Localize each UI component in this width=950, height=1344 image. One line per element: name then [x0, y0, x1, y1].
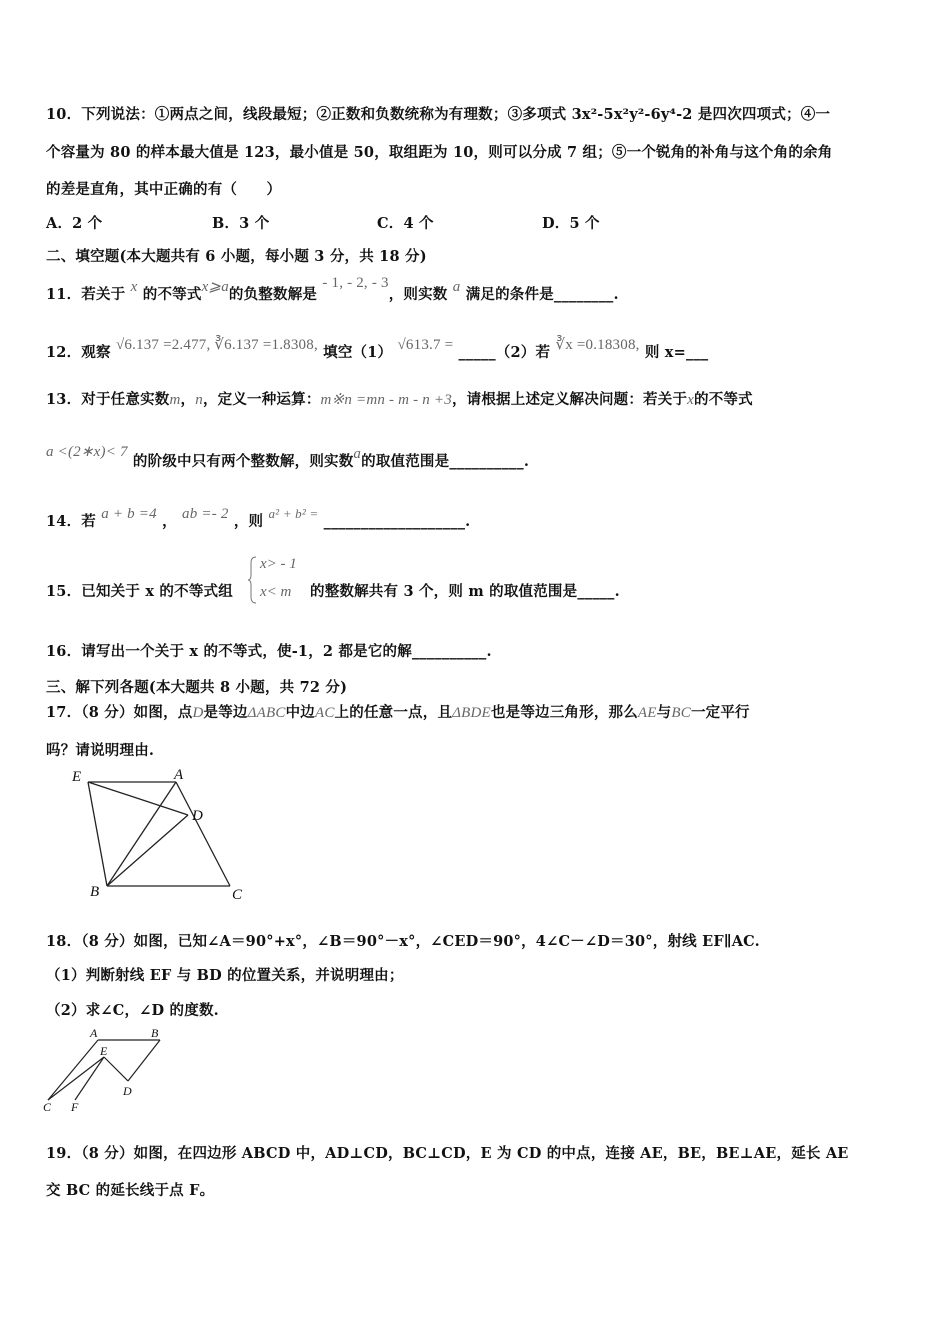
- q11-mid2: 的负整数解是: [228, 286, 318, 303]
- q10-line1: 10．下列说法：①两点之间，线段最短；②正数和负数统称为有理数；③多项式 3x²-5x²y²-6y⁴-2 是四次四项式；④一: [46, 106, 831, 123]
- q11-x: x: [130, 279, 138, 295]
- q12-suffix: 则 x=___: [644, 344, 709, 361]
- q19-line2: 交 BC 的延长线于点 F。: [46, 1182, 215, 1199]
- q15-system: [248, 555, 308, 605]
- q18-label-e: E: [100, 1044, 108, 1058]
- q14-expr1: a + b =4: [101, 506, 157, 522]
- q18-label-c: C: [43, 1100, 52, 1114]
- q13-line2-mid: 的阶级中只有两个整数解，则实数: [132, 453, 354, 470]
- q12-mid2: _____（2）若: [458, 344, 551, 361]
- q18-seg-db: [128, 1040, 160, 1081]
- q17-prefix: 17．（8 分）如图，点: [46, 704, 193, 721]
- q10-option-c: C．4 个: [377, 215, 434, 232]
- q14: [46, 506, 471, 531]
- q13-line1: [46, 388, 753, 409]
- q17-d: D: [192, 705, 204, 721]
- q17-mid4: 也是等边三角形，那么: [490, 704, 638, 721]
- q13-suffix: ，请根据上述定义解决问题：若关于: [451, 391, 688, 408]
- q18-line3: （2）求∠C，∠D 的度数.: [46, 1002, 219, 1019]
- q14-expr2: ab =- 2: [182, 506, 229, 522]
- q18-line2: （1）判断射线 EF 与 BD 的位置关系，并说明理由；: [46, 967, 404, 984]
- q13-inequality: a <(2∗x)< 7: [46, 444, 128, 460]
- q17-seg-ac: [176, 782, 230, 886]
- q17-line2: 吗？请说明理由.: [46, 742, 155, 759]
- q11-mid1: 的不等式: [142, 286, 202, 303]
- q17-figure: [66, 762, 256, 902]
- q17-mid2: 中边: [285, 704, 315, 721]
- q18-seg-ef: [75, 1057, 104, 1100]
- q15-row2: x< m: [260, 584, 292, 600]
- q13-n: n: [195, 392, 203, 408]
- q17-suffix: 一定平行: [690, 704, 750, 721]
- q17-tri2: ΔBDE: [452, 705, 491, 721]
- q10-option-b: B．3 个: [212, 215, 270, 232]
- q18-label-f: F: [71, 1100, 79, 1114]
- q18-line1: 18．（8 分）如图，已知∠A＝90°+x°，∠B＝90°－x°，∠CED＝90°，4∠C－∠D＝30°，射线 EF∥AC.: [46, 933, 760, 950]
- q15-row1: x> - 1: [260, 556, 297, 572]
- q13-comma: ，: [180, 391, 196, 408]
- q15-brace: [248, 557, 256, 603]
- section-3-heading: 三、解下列各题(本大题共 8 小题，共 72 分): [46, 679, 348, 696]
- q16: 16．请写出一个关于 x 的不等式，使-1，2 都是它的解__________.: [46, 643, 492, 660]
- q18-seg-ce: [48, 1057, 104, 1100]
- q13-mid: ，定义一种运算：: [202, 391, 321, 408]
- q13-a: a: [353, 446, 362, 462]
- q17-mid1: 是等边: [203, 704, 248, 721]
- q17-ae: AE: [637, 705, 657, 721]
- q18-label-b: B: [151, 1026, 159, 1040]
- q13-line2: [46, 444, 530, 471]
- q18-figure: [40, 1025, 170, 1117]
- q17-seg-be: [88, 782, 107, 886]
- q17-line1: [46, 701, 750, 722]
- q12-expr2: √613.7 =: [397, 337, 454, 353]
- q17-mid3: 上的任意一点，且: [334, 704, 453, 721]
- q12-expr3: ∛x =0.18308,: [555, 337, 640, 353]
- q11: [46, 275, 619, 304]
- q18-seg-ac: [48, 1040, 98, 1100]
- q11-mid3: ，则实数: [388, 286, 448, 303]
- q14-suffix: ___________________.: [323, 513, 471, 530]
- q13-line2-suffix: 的取值范围是__________.: [361, 453, 530, 470]
- q18-seg-ed: [104, 1057, 128, 1081]
- q12-prefix: 12．观察: [46, 344, 111, 361]
- q17-label-d: D: [192, 808, 203, 824]
- q13-operation: m※n =mn - m - n +3: [320, 392, 452, 408]
- q17-bc: BC: [671, 705, 691, 721]
- q13-prefix: 13．对于任意实数: [46, 391, 170, 408]
- q14-expr3: a² + b² =: [268, 506, 319, 521]
- q17-mid5: 与: [656, 704, 672, 721]
- q11-suffix: 满足的条件是________.: [465, 286, 619, 303]
- q10-line2: 个容量为 80 的样本最大值是 123，最小值是 50，取组距为 10，则可以分成 7 组；⑤一个锐角的补角与这个角的余角: [46, 144, 833, 161]
- q17-label-a: A: [174, 767, 184, 783]
- q17-label-e: E: [72, 769, 82, 785]
- q17-tri1: ΔABC: [247, 705, 286, 721]
- q11-solutions: - 1, - 2, - 3: [322, 275, 389, 291]
- q19-line1: 19．（8 分）如图，在四边形 ABCD 中，AD⊥CD，BC⊥CD，E 为 CD 的中点，连接 AE，BE，BE⊥AE，延长 AE: [46, 1145, 849, 1162]
- q11-ineq: x⩾a: [201, 279, 229, 295]
- section-2-heading: 二、填空题(本大题共有 6 小题，每小题 3 分，共 18 分): [46, 248, 427, 265]
- q11-a: a: [452, 279, 461, 295]
- q10-line3: 的差是直角，其中正确的有（ ）: [46, 181, 282, 198]
- q11-prefix: 11．若关于: [46, 286, 126, 303]
- q10-option-a: A．2 个: [46, 215, 103, 232]
- q10-option-d: D．5 个: [542, 215, 600, 232]
- q12-expr1: √6.137 =2.477, ∛6.137 =1.8308,: [115, 337, 318, 353]
- q17-label-c: C: [232, 887, 243, 902]
- q12-mid1: 填空（1）: [323, 344, 393, 361]
- q15-prefix: 15．已知关于 x 的不等式组: [46, 583, 233, 600]
- q15-suffix: 的整数解共有 3 个，则 m 的取值范围是_____.: [310, 583, 620, 600]
- q13-end: 的不等式: [694, 391, 753, 408]
- q14-prefix: 14．若: [46, 513, 96, 530]
- q13-m: m: [169, 392, 181, 408]
- q14-comma: ，: [162, 513, 177, 530]
- q12: [46, 337, 709, 362]
- q14-mid: ，则: [233, 513, 264, 530]
- q13-x: x: [687, 392, 695, 408]
- q17-label-b: B: [90, 884, 100, 900]
- q17-ac: AC: [314, 705, 335, 721]
- q18-label-a: A: [90, 1026, 98, 1040]
- q18-label-d: D: [123, 1084, 132, 1098]
